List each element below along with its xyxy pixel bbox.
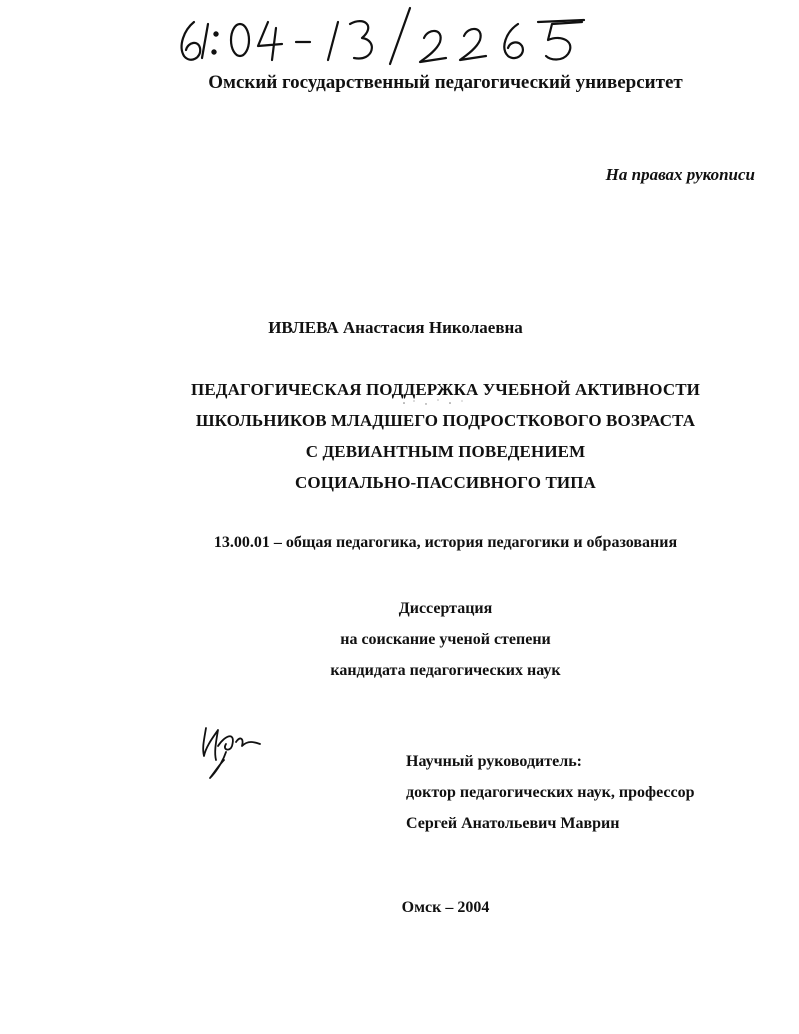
title-line: СОЦИАЛЬНО-ПАССИВНОГО ТИПА [295,473,596,492]
city-year: Омск – 2004 [401,899,490,916]
author-name: ИВЛЕВА Анастасия Николаевна [268,318,523,337]
dissertation-title [46,374,799,498]
supervisor-label: Научный руководитель: [406,753,582,770]
degree-line: кандидата педагогических наук [330,662,561,679]
supervisor-block [406,746,694,839]
supervisor-degree: доктор педагогических наук, профессор [406,784,695,801]
supervisor-name: Сергей Анатольевич Маврин [406,815,620,832]
handwritten-archive-number [178,2,588,74]
title-line: ШКОЛЬНИКОВ МЛАДШЕГО ПОДРОСТКОВОГО ВОЗРАСТА [195,411,696,430]
rights-note: На правах рукописи [605,165,755,184]
title-line: С ДЕВИАНТНЫМ ПОВЕДЕНИЕМ [305,442,586,461]
handwritten-signature [196,716,266,786]
degree-line: Диссертация [398,600,493,617]
scan-specks [400,395,480,415]
specialty-code: 13.00.01 – общая педагогика, история педагогики и образования [213,534,678,551]
degree-line: на соискание ученой степени [340,631,551,648]
title-line: ПЕДАГОГИЧЕСКАЯ ПОДДЕРЖКА УЧЕБНОЙ АКТИВНОСТИ [191,380,700,399]
university-name: Омский государственный педагогический университет [208,72,683,93]
degree-statement [46,593,799,686]
